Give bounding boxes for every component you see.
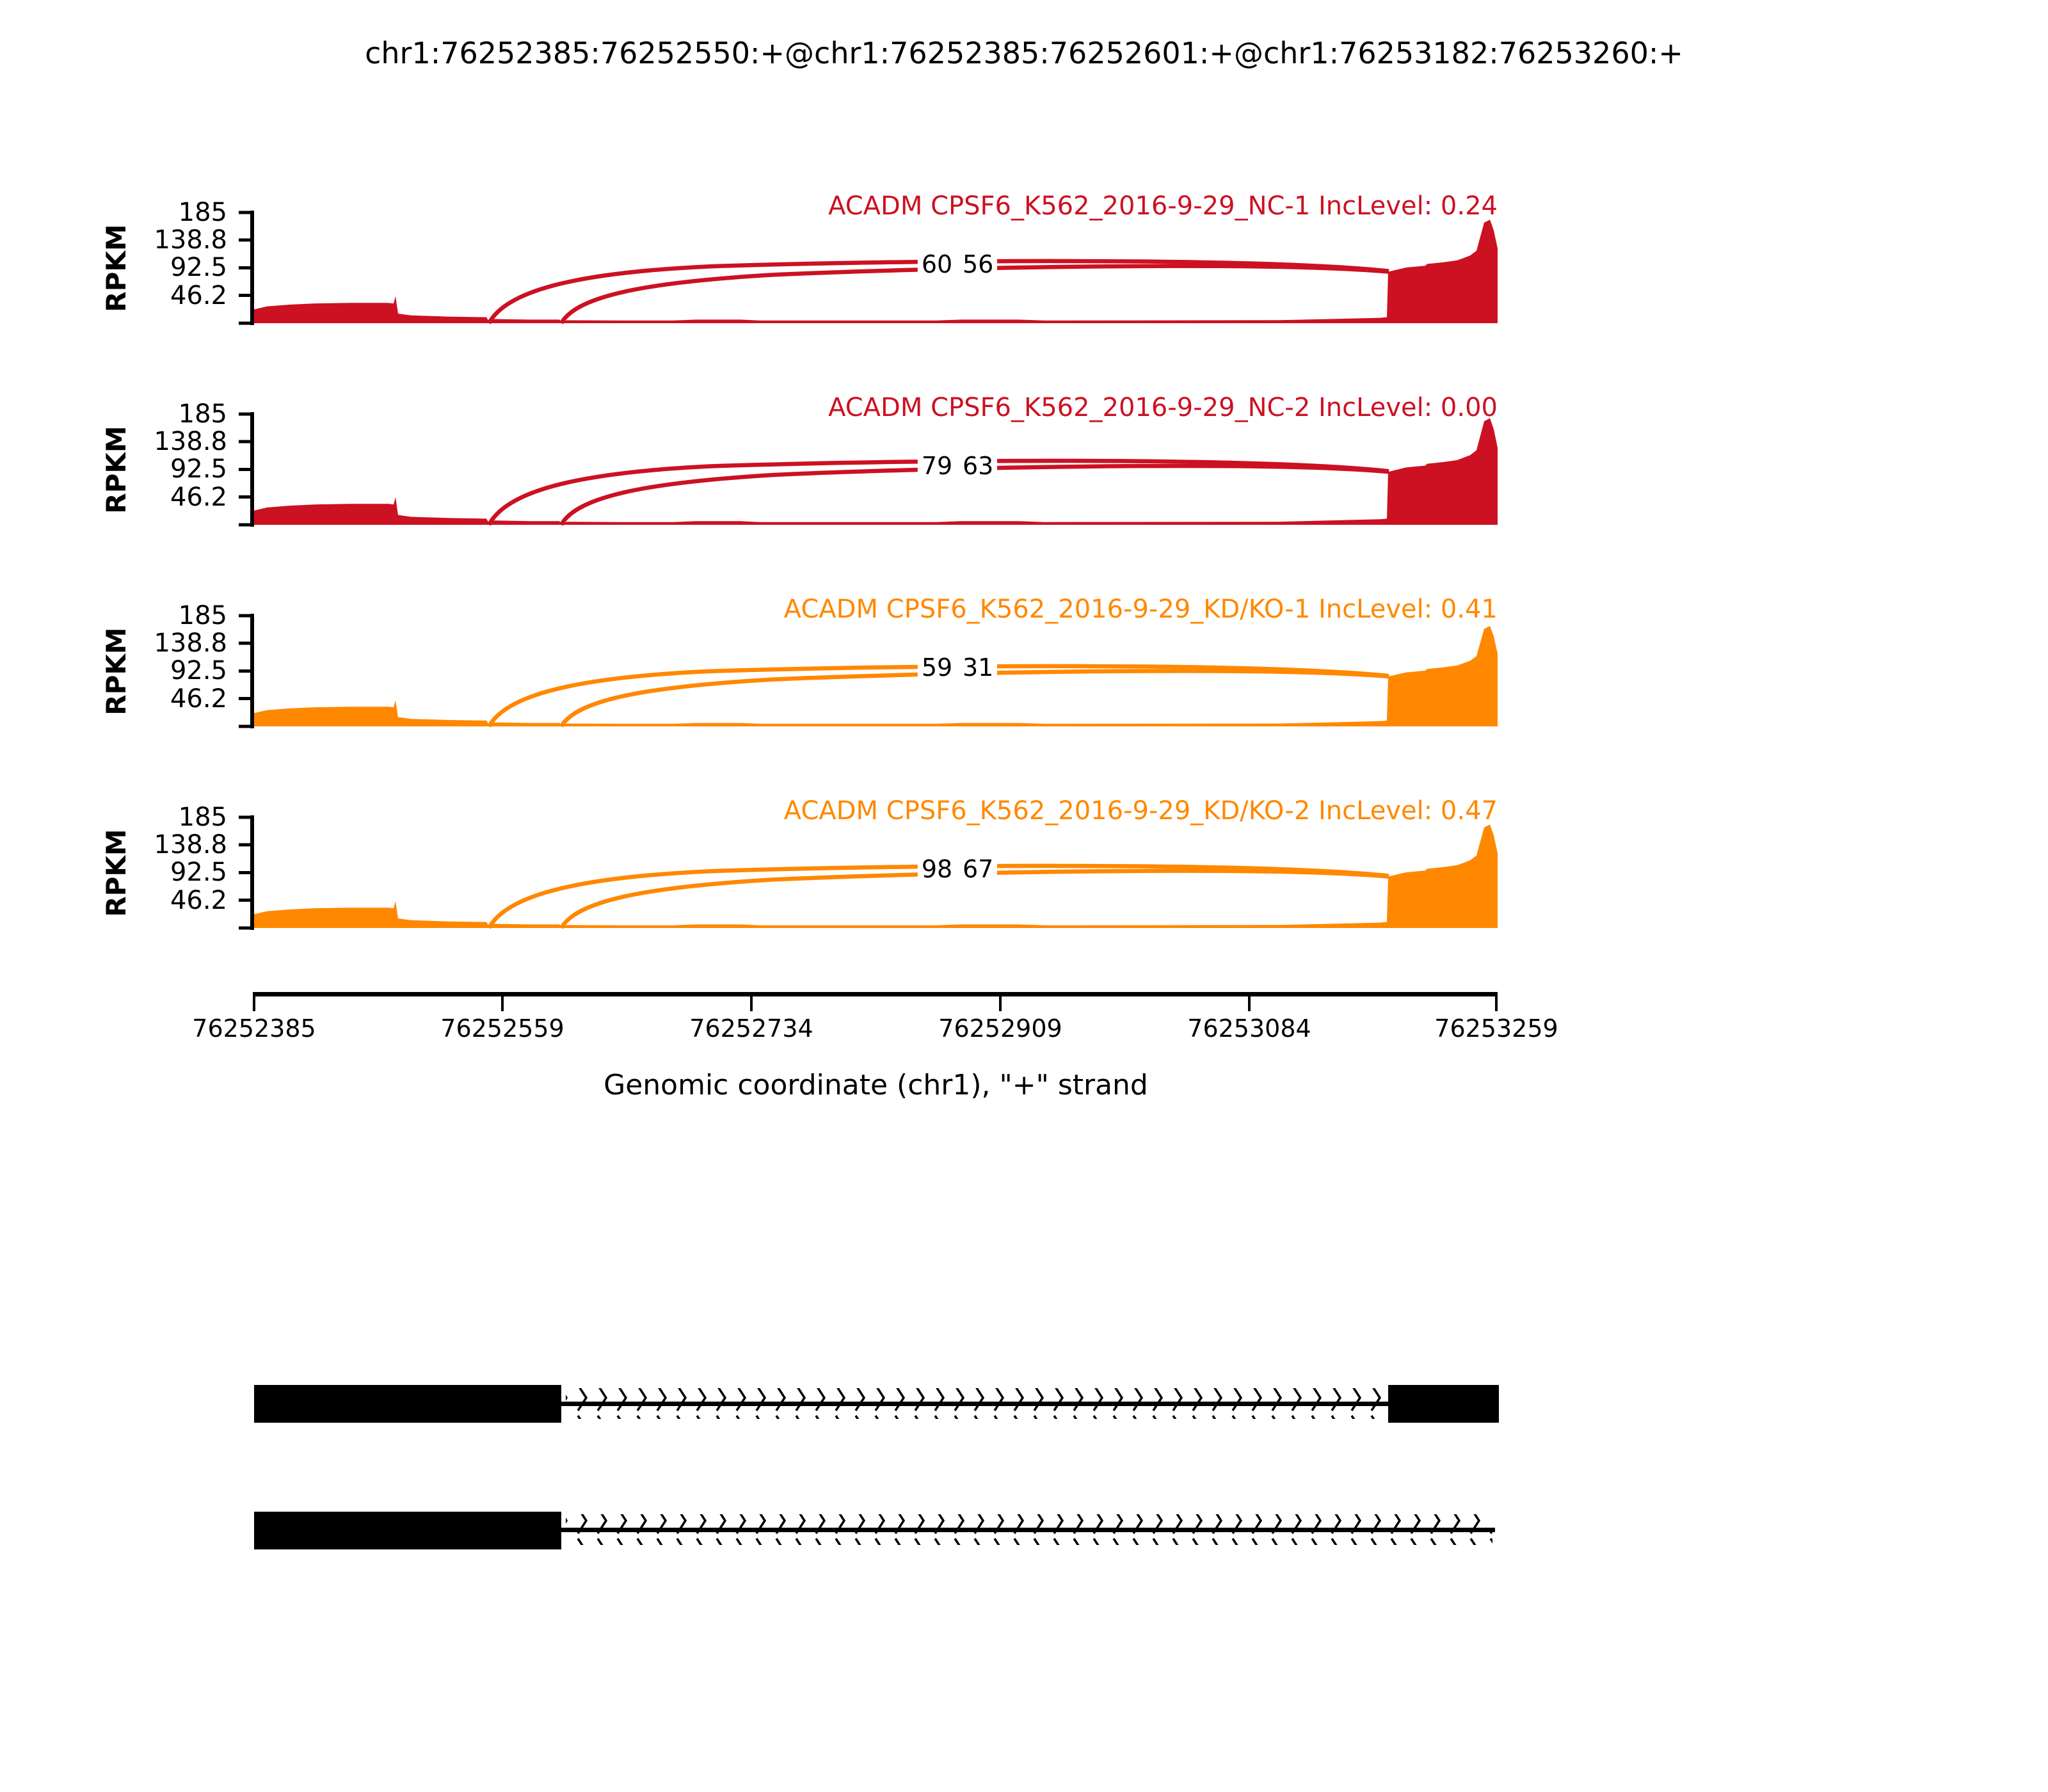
track-label: ACADM CPSF6_K562_2016-9-29_NC-1 IncLevel: 0.24 bbox=[828, 191, 1498, 221]
y-tick-label: 138.8 bbox=[154, 225, 227, 255]
y-tick-label: 46.2 bbox=[170, 281, 227, 310]
figure-title: chr1:76252385:76252550:+@chr1:76252385:76252601:+@chr1:76253182:76253260:+ bbox=[365, 36, 1683, 70]
track-label: ACADM CPSF6_K562_2016-9-29_NC-2 IncLevel: 0.00 bbox=[828, 393, 1498, 422]
y-tick-label: 138.8 bbox=[154, 830, 227, 860]
junction-count-left: 60 bbox=[918, 251, 956, 279]
x-axis-title: Genomic coordinate (chr1), "+" strand bbox=[604, 1069, 1148, 1101]
track-label: ACADM CPSF6_K562_2016-9-29_KD/KO-2 IncLevel: 0.47 bbox=[783, 796, 1498, 826]
y-tick-label: 185 bbox=[178, 803, 227, 832]
y-tick-label: 92.5 bbox=[170, 858, 227, 887]
y-tick-label: 92.5 bbox=[170, 454, 227, 484]
y-tick-label: 138.8 bbox=[154, 427, 227, 456]
junction-count-left: 79 bbox=[918, 452, 956, 481]
y-tick-label: 46.2 bbox=[170, 684, 227, 714]
x-tick-label: 76252385 bbox=[192, 1014, 316, 1043]
junction-count-left: 98 bbox=[918, 856, 956, 884]
y-tick-label: 185 bbox=[178, 198, 227, 227]
junction-count-right: 31 bbox=[954, 654, 997, 682]
x-tick-label: 76252734 bbox=[689, 1014, 813, 1043]
x-tick-label: 76252559 bbox=[440, 1014, 564, 1043]
y-tick-label: 185 bbox=[178, 601, 227, 630]
x-tick-label: 76253084 bbox=[1187, 1014, 1311, 1043]
junction-count-right: 56 bbox=[954, 251, 997, 279]
y-axis-title: RPKM bbox=[100, 224, 132, 312]
y-axis-title: RPKM bbox=[100, 829, 132, 917]
y-tick-label: 185 bbox=[178, 399, 227, 429]
y-tick-label: 92.5 bbox=[170, 656, 227, 685]
y-axis-title: RPKM bbox=[100, 426, 132, 514]
y-tick-label: 46.2 bbox=[170, 886, 227, 915]
y-axis-title: RPKM bbox=[100, 627, 132, 716]
junction-count-right: 63 bbox=[954, 452, 997, 481]
track-label: ACADM CPSF6_K562_2016-9-29_KD/KO-1 IncLevel: 0.41 bbox=[783, 595, 1498, 624]
junction-count-right: 67 bbox=[954, 856, 997, 884]
x-tick-label: 76253259 bbox=[1434, 1014, 1558, 1043]
junction-count-left: 59 bbox=[918, 654, 956, 682]
y-tick-label: 46.2 bbox=[170, 483, 227, 512]
y-tick-label: 138.8 bbox=[154, 628, 227, 658]
y-tick-label: 92.5 bbox=[170, 253, 227, 282]
x-tick-label: 76252909 bbox=[938, 1014, 1062, 1043]
